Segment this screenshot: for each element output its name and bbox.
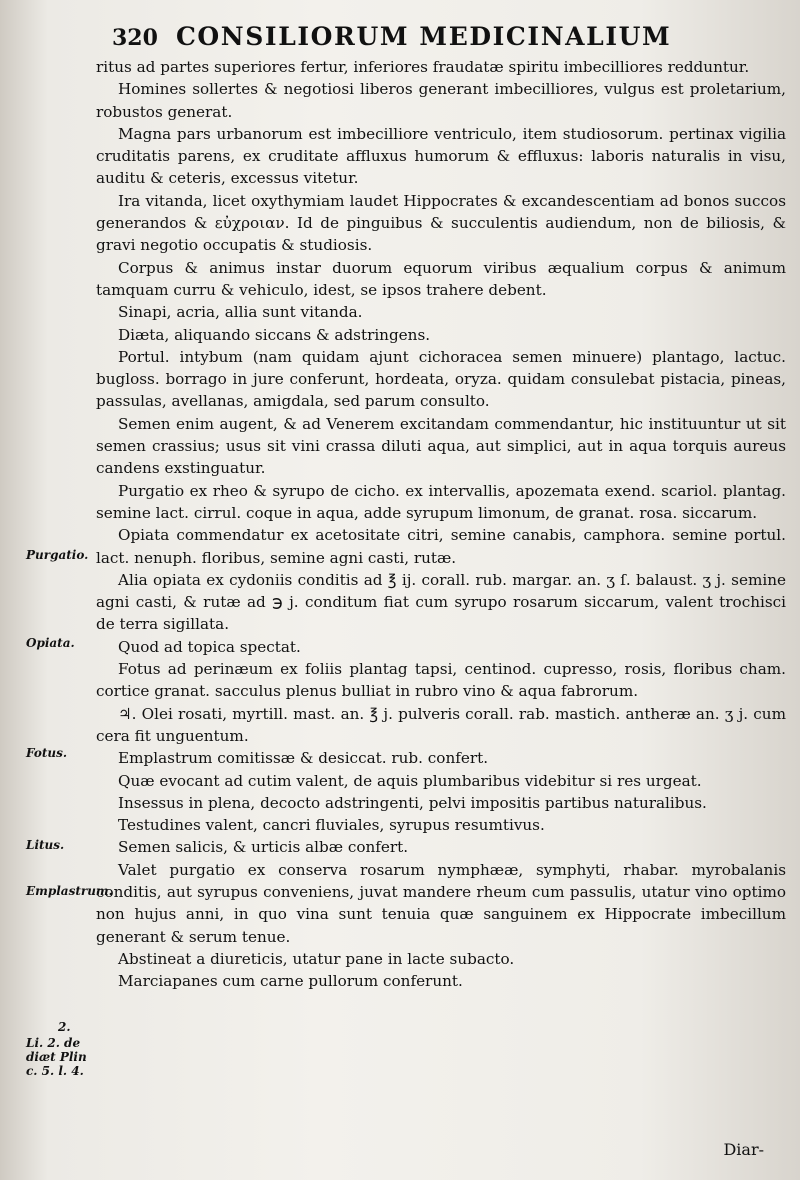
paragraph-21: Valet purgatio ex conserva rosarum nymphææ, symphyti, rhabar. myrobalanis conditis, aut syrupus conveniens, juvat mandere rheum cum passulis, utatur vino optimo non hujus anni, in quo vina sunt tenuia quæ sanguinem ex Hippocrate imbecillum generant & serum tenue. (96, 860, 786, 946)
paragraph-11: Opiata commendatur ex acetositate citri, semine canabis, camphora. semine portul. lact. nenuph. floribus, semine agni casti, rutæ. (96, 526, 786, 567)
paragraph-15: ♃. Olei rosati, myrtill. mast. an. ℥ j. pulveris corall. rab. mastich. antheræ an. ʒ j. cum cera fit unguentum. (96, 704, 786, 745)
paragraph-2: Homines sollertes & negotiosi liberos generant imbecilliores, vulgus est proletarium, robustos generat. (96, 80, 786, 121)
paragraph-7: Diæta, aliquando siccans & adstringens. (118, 325, 431, 344)
running-title: CONSILIORUM MEDICINALIUM (175, 22, 672, 51)
paragraph-12: Alia opiata ex cydoniis conditis ad ℥ ij. corall. rub. margar. an. ʒ ſ. balaust. ʒ j. semine agni casti, & rutæ ad ℈ j. conditum fiat cum syrupo rosarum siccarum, valent trochisci de terra sigillata. (96, 570, 786, 634)
page-header (112, 22, 762, 52)
catchword: Diar- (723, 1140, 764, 1159)
paragraph-18: Insessus in plena, decocto adstringenti, pelvi impositis partibus naturalibus. (118, 793, 707, 812)
paragraph-3: Magna pars urbanorum est imbecilliore ventriculo, item studiosorum. pertinax vigilia cruditatis parens, ex cruditate affluxus humorum & effluxus: laboris naturalis in visu, auditu & ceteris, excessus vitetur. (96, 124, 786, 188)
page-body (96, 56, 786, 992)
paragraph-6: Sinapi, acria, allia sunt vitanda. (118, 303, 363, 322)
paragraph-17: Quæ evocant ad cutim valent, de aquis plumbaribus videbitur si res urgeat. (118, 771, 702, 790)
paragraph-9: Semen enim augent, & ad Venerem excitandam commendantur, hic instituuntur ut sit semen crassius; usus sit vini crassa diluti aqua, aut simplici, aut in aqua torquis aureus candens exstinguatur. (96, 414, 786, 478)
paragraph-23: Marciapanes cum carne pullorum conferunt. (118, 972, 463, 991)
paragraph-5: Corpus & animus instar duorum equorum viribus æqualium corpus & animum tamquam curru & vehiculo, idest, se ipsos trahere debent. (96, 258, 786, 299)
margin-note-litus: Litus. (26, 838, 65, 852)
page-number: 320 (112, 25, 158, 51)
paragraph-14: Fotus ad perinæum ex foliis plantag tapsi, centinod. cupresso, rosis, floribus cham. cortice granat. sacculus plenus bulliat in rubro vino & aqua fabrorum. (96, 660, 786, 701)
paragraph-1: ritus ad partes superiores fertur, inferiores fraudatæ spiritu imbecilliores redduntur. (96, 58, 750, 76)
margin-note-emplastrum: Emplastrum. (26, 884, 113, 898)
margin-note-ref-number: 2. (58, 1020, 71, 1034)
margin-note-purgatio: Purgatio. (26, 548, 89, 562)
margin-note-fotus: Fotus. (26, 746, 68, 760)
paragraph-13: Quod ad topica spectat. (118, 637, 301, 656)
paragraph-16: Emplastrum comitissæ & desiccat. rub. confert. (118, 749, 489, 768)
paragraph-19: Testudines valent, cancri fluviales, syrupus resumtivus. (118, 816, 545, 835)
margin-note-citation: Li. 2. de diæt Plin c. 5. l. 4. (26, 1036, 87, 1078)
paragraph-10: Purgatio ex rheo & syrupo de cicho. ex intervallis, apozemata exend. scariol. plantag. semine lact. cirrul. coque in aqua, adde syrupum limonum, de granat. rosa. siccarum. (96, 481, 786, 522)
paragraph-22: Abstineat a diureticis, utatur pane in lacte subacto. (118, 949, 515, 968)
margin-note-opiata: Opiata. (26, 636, 75, 650)
paragraph-8: Portul. intybum (nam quidam ajunt cichoracea semen minuere) plantago, lactuc. bugloss. borrago in jure conferunt, hordeata, oryza. quidam consulebat pistacia, pineas, passulas, avellanas, amigdala, sed parum consulto. (96, 347, 786, 411)
paragraph-4: Ira vitanda, licet oxythymiam laudet Hippocrates & excandescentiam ad bonos succos generandos & εὐχροιαν. Id de pinguibus & succulentis audiendum, non de biliosis, & gravi negotio occupatis & studiosis. (96, 191, 786, 255)
paragraph-20: Semen salicis, & urticis albæ confert. (118, 838, 409, 857)
